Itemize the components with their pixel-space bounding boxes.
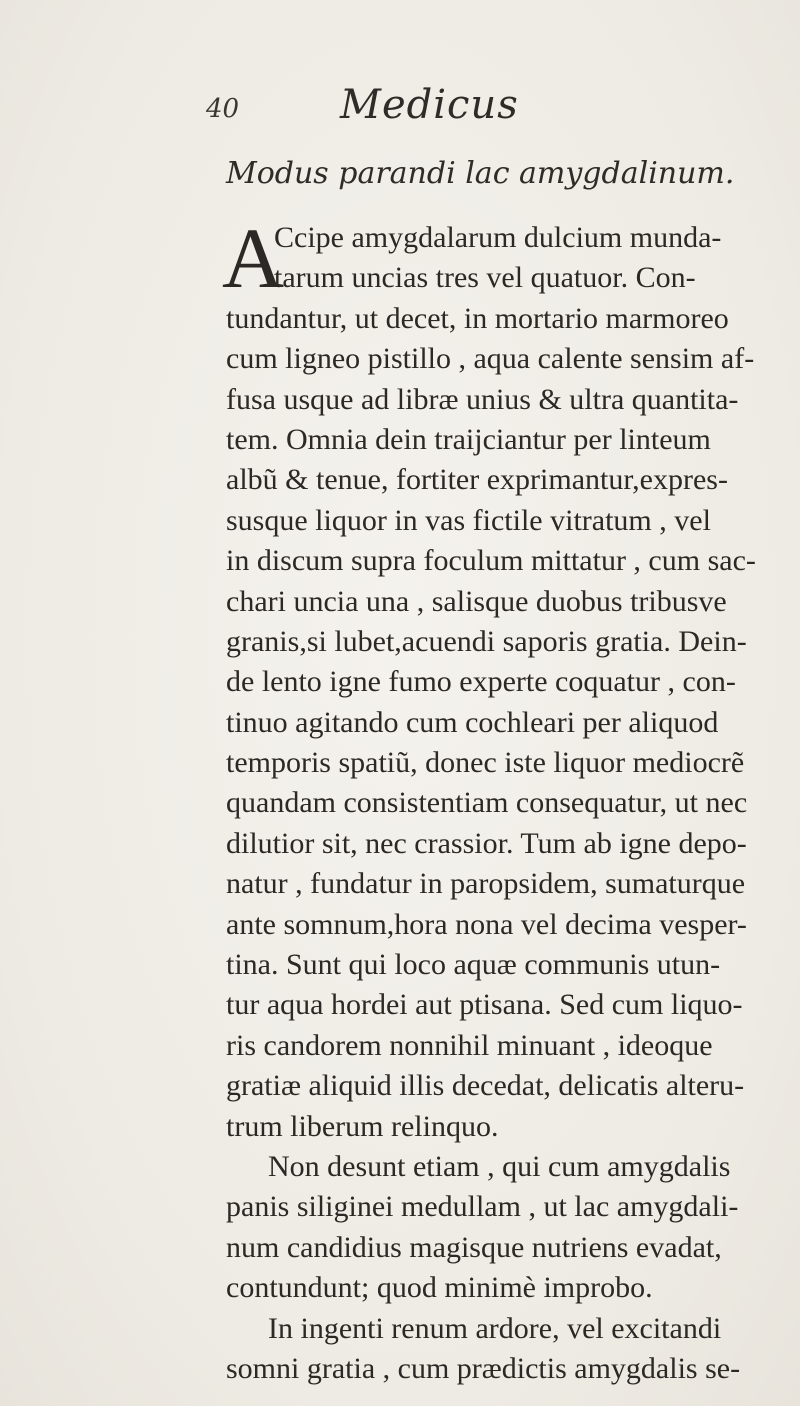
paragraph-three xyxy=(226,1309,786,1390)
text-line: gratiæ aliquid illis decedat, delicatis alteru- xyxy=(226,1069,745,1103)
text-line: natur , fundatur in paropsidem, sumaturque xyxy=(226,867,746,901)
page-number: 40 xyxy=(206,94,240,124)
text-line: in discum supra foculum mittatur , cum sac- xyxy=(226,544,756,578)
section-heading: Modus parandi lac amygdalinum. xyxy=(226,156,735,191)
text-line: Ccipe amygdalarum dulcium munda- xyxy=(274,221,722,254)
text-line: tem. Omnia dein traijciantur per linteum xyxy=(226,422,711,456)
text-line: quandam consistentiam consequatur, ut nec xyxy=(226,786,748,820)
text-line: In ingenti renum ardore, vel excitandi xyxy=(268,1311,722,1345)
text-line: fusa usque ad libræ unius & ultra quantita- xyxy=(226,382,739,416)
text-line: temporis spatiũ, donec iste liquor mediocrẽ xyxy=(226,746,745,780)
text-line: albũ & tenue, fortiter exprimantur,expres- xyxy=(226,463,728,497)
text-line: ante somnum,hora nona vel decima vesper- xyxy=(226,907,747,941)
text-line: panis siliginei medullam , ut lac amygdali- xyxy=(226,1190,739,1224)
text-line: tarum uncias tres vel quatuor. Con- xyxy=(274,261,696,295)
text-line: chari uncia una , salisque duobus tribusve xyxy=(226,584,727,618)
first-lines xyxy=(226,218,786,299)
running-head xyxy=(0,82,800,142)
running-title: Medicus xyxy=(340,82,519,128)
text-line: num candidius magisque nutriens evadat, xyxy=(226,1230,722,1264)
text-line: Non desunt etiam , qui cum amygdalis xyxy=(268,1149,731,1183)
drop-initial: A xyxy=(222,210,285,306)
paragraph-one-continued xyxy=(226,299,786,1147)
text-line: tundantur, ut decet, in mortario marmoreo xyxy=(226,301,729,335)
text-line: tinuo agitando cum cochleari per aliquod xyxy=(226,705,719,739)
text-line: granis,si lubet,acuendi saporis gratia. Dein- xyxy=(226,624,747,658)
text-line: cum ligneo pistillo , aqua calente sensim af- xyxy=(226,342,755,376)
text-line: ris candorem nonnihil minuant , ideoque xyxy=(226,1028,713,1062)
text-line: trum liberum relinquo. xyxy=(226,1109,499,1143)
text-line: tina. Sunt qui loco aquæ communis utun- xyxy=(226,948,721,982)
text-line: somni gratia , cum prædictis amygdalis se- xyxy=(226,1351,741,1385)
paragraph-two xyxy=(226,1147,786,1309)
text-line: tur aqua hordei aut ptisana. Sed cum liquo- xyxy=(226,988,743,1022)
text-line: dilutior sit, nec crassior. Tum ab igne depo- xyxy=(226,826,747,860)
text-line: contundunt; quod minimè improbo. xyxy=(226,1271,653,1305)
body-text xyxy=(222,210,786,1389)
text-line: de lento igne fumo experte coquatur , con- xyxy=(226,665,736,699)
text-line: susque liquor in vas fictile vitratum , vel xyxy=(226,503,711,537)
